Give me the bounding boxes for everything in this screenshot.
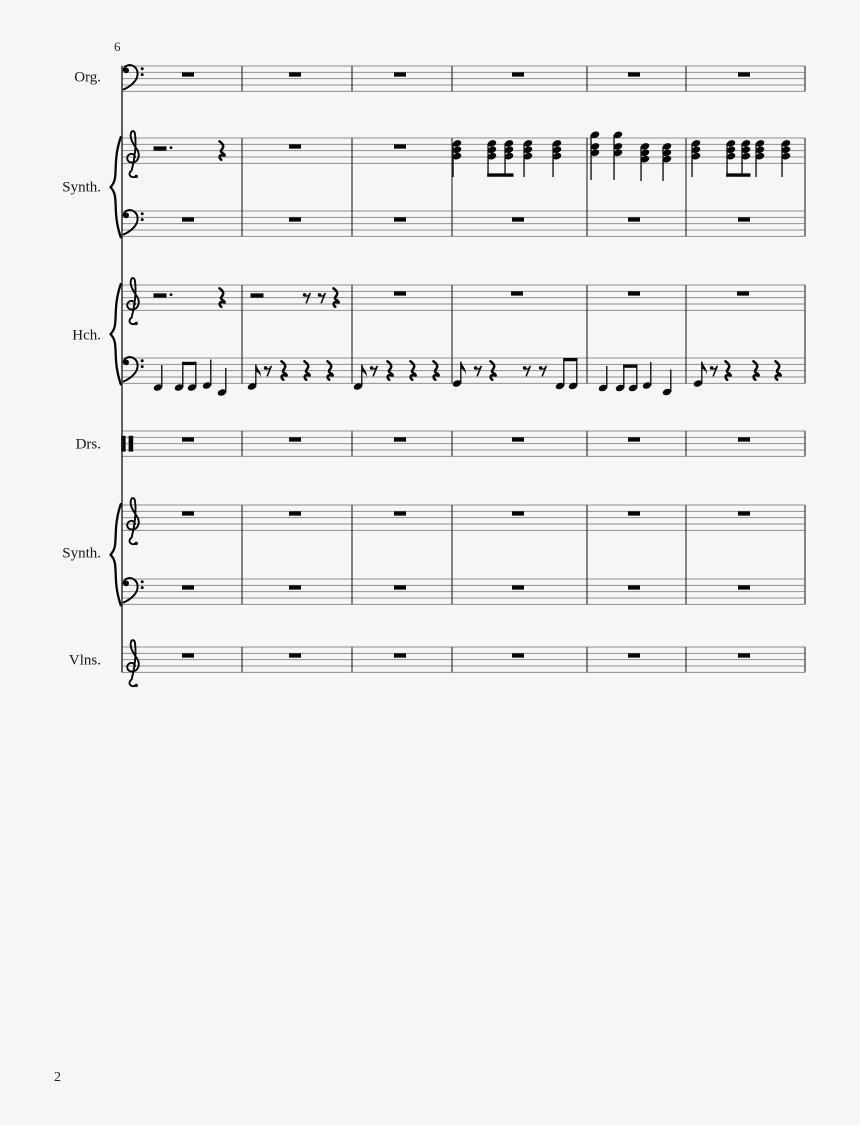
- instrument-label-vlns: Vlns.: [68, 652, 101, 669]
- instrument-label-synth1: Synth.: [62, 179, 101, 196]
- instrument-label-org: Org.: [74, 69, 101, 86]
- page-number: 2: [54, 1070, 61, 1085]
- system-drs: [121, 431, 805, 456]
- instrument-label-drs: Drs.: [75, 436, 101, 453]
- instrument-label-synth2: Synth.: [62, 545, 101, 562]
- system-vlns: [122, 640, 805, 687]
- system-hch: [111, 278, 806, 397]
- measure-number: 6: [114, 39, 121, 54]
- system-synth1: [111, 130, 806, 237]
- system-org: [122, 65, 805, 91]
- system-synth2: [111, 498, 806, 605]
- instrument-label-hch: Hch.: [72, 327, 101, 344]
